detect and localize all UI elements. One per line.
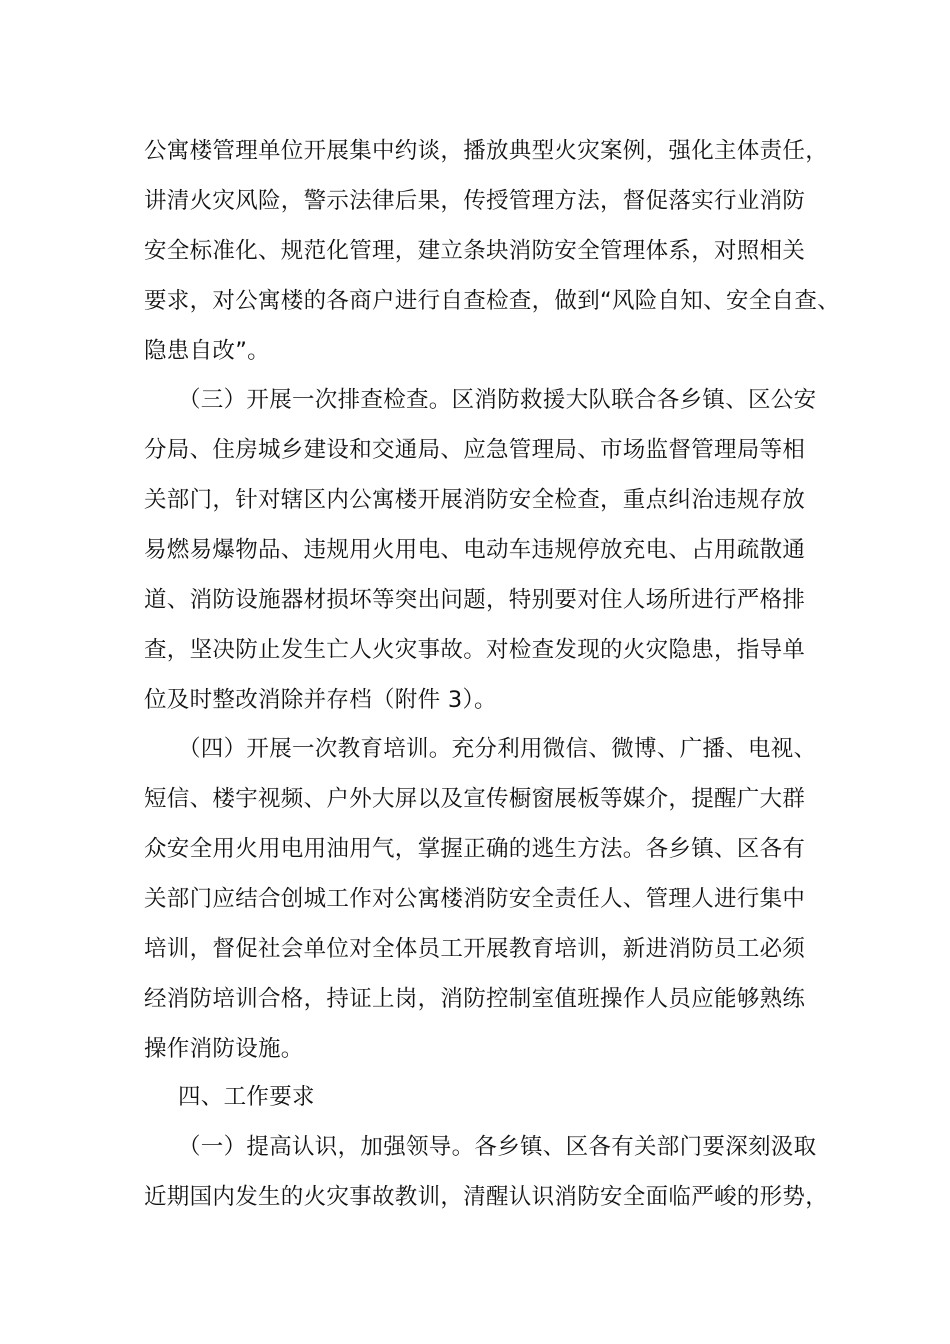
text-line: 众安全用火用电用油用气，掌握正确的逃生方法。各乡镇、区各有 <box>144 836 806 862</box>
section-three-heading-line: （三）开展一次排查检查。区消防救援大队联合各乡镇、区公安 <box>178 387 817 413</box>
text-line: 安全标准化、规范化管理，建立条块消防安全管理体系，对照相关 <box>144 238 806 264</box>
text-line: 公寓楼管理单位开展集中约谈，播放典型火灾案例，强化主体责任， <box>144 138 829 164</box>
text-line: 隐患自改”。 <box>144 338 270 364</box>
text-line: 讲清火灾风险，警示法律后果，传授管理方法，督促落实行业消防 <box>144 188 806 214</box>
text-line: 要求，对公寓楼的各商户进行自查检查，做到“风险自知、安全自查、 <box>144 288 840 314</box>
text-line: 短信、楼宇视频、户外大屏以及宣传橱窗展板等媒介，提醒广大群 <box>144 786 806 812</box>
text-line: 经消防培训合格，持证上岗，消防控制室值班操作人员应能够熟练 <box>144 986 806 1012</box>
requirement-one-heading-line: （一）提高认识，加强领导。各乡镇、区各有关部门要深刻汲取 <box>178 1134 817 1160</box>
section-four-heading-line: （四）开展一次教育培训。充分利用微信、微博、广播、电视、 <box>178 736 817 762</box>
text-line: 道、消防设施器材损坏等突出问题，特别要对住人场所进行严格排 <box>144 587 806 613</box>
text-line: 位及时整改消除并存档（附件 3）。 <box>144 687 497 713</box>
text-line: 分局、住房城乡建设和交通局、应急管理局、市场监督管理局等相 <box>144 437 806 463</box>
text-line: 操作消防设施。 <box>144 1036 304 1062</box>
text-line: 培训，督促社会单位对全体员工开展教育培训，新进消防员工必须 <box>144 936 806 962</box>
text-line: 近期国内发生的火灾事故教训，清醒认识消防安全面临严峻的形势， <box>144 1184 829 1210</box>
text-line: 易燃易爆物品、违规用火用电、电动车违规停放充电、占用疏散通 <box>144 537 806 563</box>
work-requirements-heading: 四、工作要求 <box>178 1084 315 1110</box>
text-line: 关部门，针对辖区内公寓楼开展消防安全检查，重点纠治违规存放 <box>144 487 806 513</box>
text-line: 查，坚决防止发生亡人火灾事故。对检查发现的火灾隐患，指导单 <box>144 637 806 663</box>
text-line: 关部门应结合创城工作对公寓楼消防安全责任人、管理人进行集中 <box>144 886 806 912</box>
